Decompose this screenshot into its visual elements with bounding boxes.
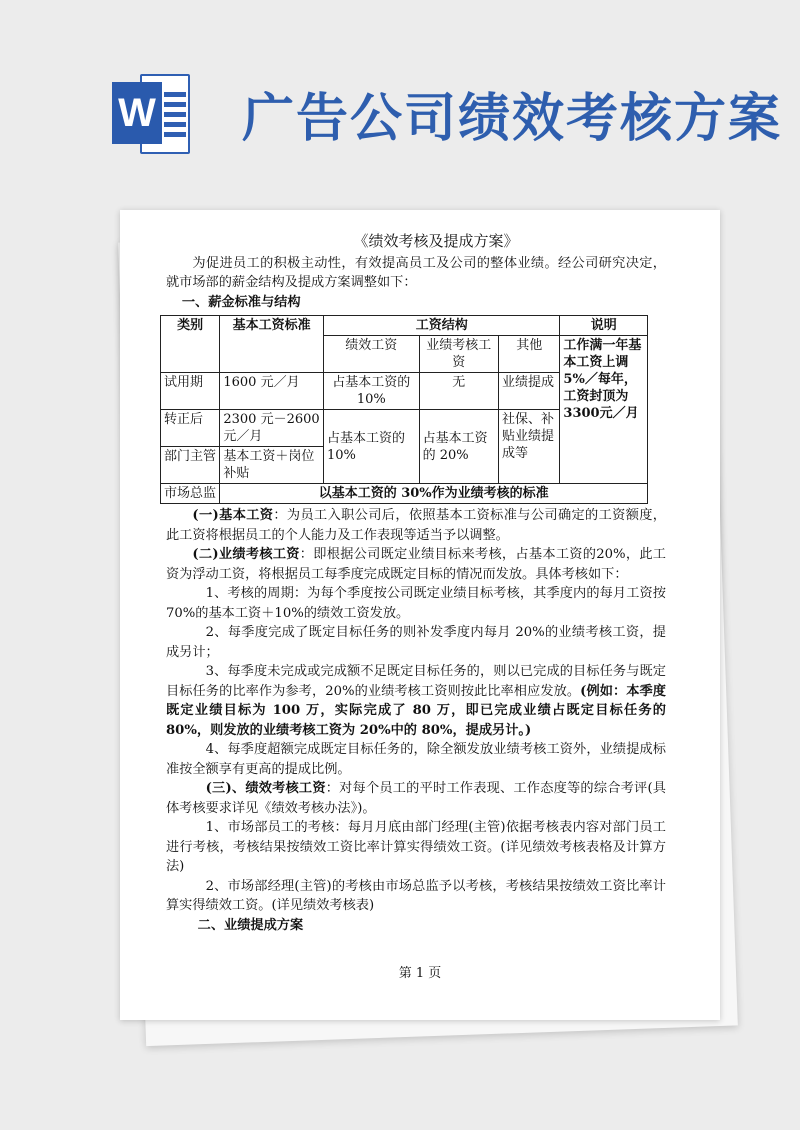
- sales-salary-label: (二)业绩考核工资: [192, 547, 300, 562]
- cell-shared-perf: 占基本工资的 10%: [323, 410, 419, 484]
- cell-regular-base: 2300 元－2600 元／月: [220, 410, 324, 447]
- sales-salary-paragraph: [166, 545, 666, 584]
- table-row: [161, 316, 648, 336]
- perf-item-2: 2、市场部经理(主管)的考核由市场总监予以考核，考核结果按绩效工资比率计算实得绩效工资。(详见绩效考核表): [166, 878, 666, 913]
- table-row: [161, 484, 648, 504]
- banner: [0, 0, 800, 200]
- sales-item-4: 4、每季度超额完成既定目标任务的，除全额发放业绩考核工资外，业绩提成标准按全额享有更高的提成比例。: [166, 742, 666, 777]
- header-other: 其他: [499, 336, 560, 373]
- page-number: 第 1 页: [398, 966, 442, 981]
- base-salary-paragraph: [166, 506, 666, 545]
- cell-manager-base: 基本工资＋岗位补贴: [220, 447, 324, 484]
- intro-paragraph: 为促进员工的积极主动性，有效提高员工及公司的整体业绩。经公司研究决定，就市场部的薪金结构及提成方案调整如下：: [166, 255, 666, 290]
- cell-probation-perf: 占基本工资的 10%: [323, 373, 419, 410]
- document-content: [166, 232, 666, 935]
- salary-table: [160, 315, 648, 504]
- logo-line: [164, 122, 186, 127]
- header-category: 类别: [161, 316, 220, 373]
- sales-item-3-example: (例如：本季度既定业绩目标为 100 万，实际完成了 80 万，即已完成业绩占既定目标任务的 80%，则发放的业绩考核工资为 20%中的 80%，提成另计。): [166, 683, 666, 738]
- section1-heading: 一、薪金标准与结构: [181, 294, 301, 310]
- row-label-probation: 试用期: [161, 373, 220, 410]
- perf-salary-paragraph: [166, 779, 666, 818]
- header-base: 基本工资标准: [220, 316, 324, 373]
- sales-salary-text: ：即根据公司既定业绩目标来考核，占基本工资的20%，此工资为浮动工资，将根据员工每季度完成既定目标的情况而发放。具体考核如下：: [166, 547, 666, 582]
- cell-probation-base: 1600 元／月: [220, 373, 324, 410]
- row-label-director: 市场总监: [161, 484, 220, 504]
- sales-item-1: 1、考核的周期：为每个季度按公司既定业绩目标考核，其季度内的每月工资按 70%的基本工资＋10%的绩效工资发放。: [166, 586, 666, 621]
- cell-shared-other: 社保、补贴业绩提成等: [499, 410, 560, 484]
- logo-line: [164, 92, 186, 97]
- perf-item-1: 1、市场部员工的考核：每月月底由部门经理(主管)依据考核表内容对部门员工进行考核，考核结果按绩效工资比率计算实得绩效工资。(详见绩效考核表格及计算方法): [166, 820, 666, 874]
- logo-line: [164, 112, 186, 117]
- sales-item-2: 2、每季度完成了既定目标任务的则补发季度内每月 20%的业绩考核工资，提成另计；: [166, 625, 666, 660]
- word-icon: [112, 70, 190, 156]
- header-structure: 工资结构: [323, 316, 559, 336]
- logo-line: [164, 132, 186, 137]
- sales-item-3-text: 3、每季度未完成或完成额不足既定目标任务的，则以已完成的目标任务与既定目标任务的比率作为参考，20%的业绩考核工资则按此比率相应发放。: [166, 664, 666, 699]
- banner-title: 广告公司绩效考核方案: [242, 89, 783, 149]
- cell-director-text: 以基本工资的 30%作为业绩考核的标准: [220, 484, 648, 504]
- document-title: 《绩效考核及提成方案》: [353, 232, 519, 250]
- cell-shared-sales: 占基本工资的 20%: [419, 410, 498, 484]
- perf-salary-text: ：对每个员工的平时工作表现、工作态度等的综合考评(具体考核要求详见《绩效考核办法》)。: [166, 781, 666, 816]
- sales-item-3: [166, 662, 666, 740]
- base-salary-text: ：为员工入职公司后，依照基本工资标准与公司确定的工资额度，此工资将根据员工的个人能力及工作表现等适当予以调整。: [166, 508, 666, 543]
- base-salary-label: (一)基本工资: [192, 508, 274, 523]
- section2-heading: 二、业绩提成方案: [197, 917, 304, 933]
- cell-probation-sales: 无: [419, 373, 498, 410]
- word-logo-letter: W: [112, 82, 162, 144]
- header-note: 说明: [560, 316, 648, 336]
- logo-line: [164, 102, 186, 107]
- cell-probation-other: 业绩提成: [499, 373, 560, 410]
- header-sales: 业绩考核工资: [419, 336, 498, 373]
- perf-salary-label: (三)、绩效考核工资: [205, 781, 326, 796]
- row-label-manager: 部门主管: [161, 447, 220, 484]
- header-perf: 绩效工资: [323, 336, 419, 373]
- document-page: [120, 210, 720, 1020]
- note-cell: 工作满一年基本工资上调 5%／每年，工资封顶为 3300元／月: [560, 336, 648, 484]
- row-label-regular: 转正后: [161, 410, 220, 447]
